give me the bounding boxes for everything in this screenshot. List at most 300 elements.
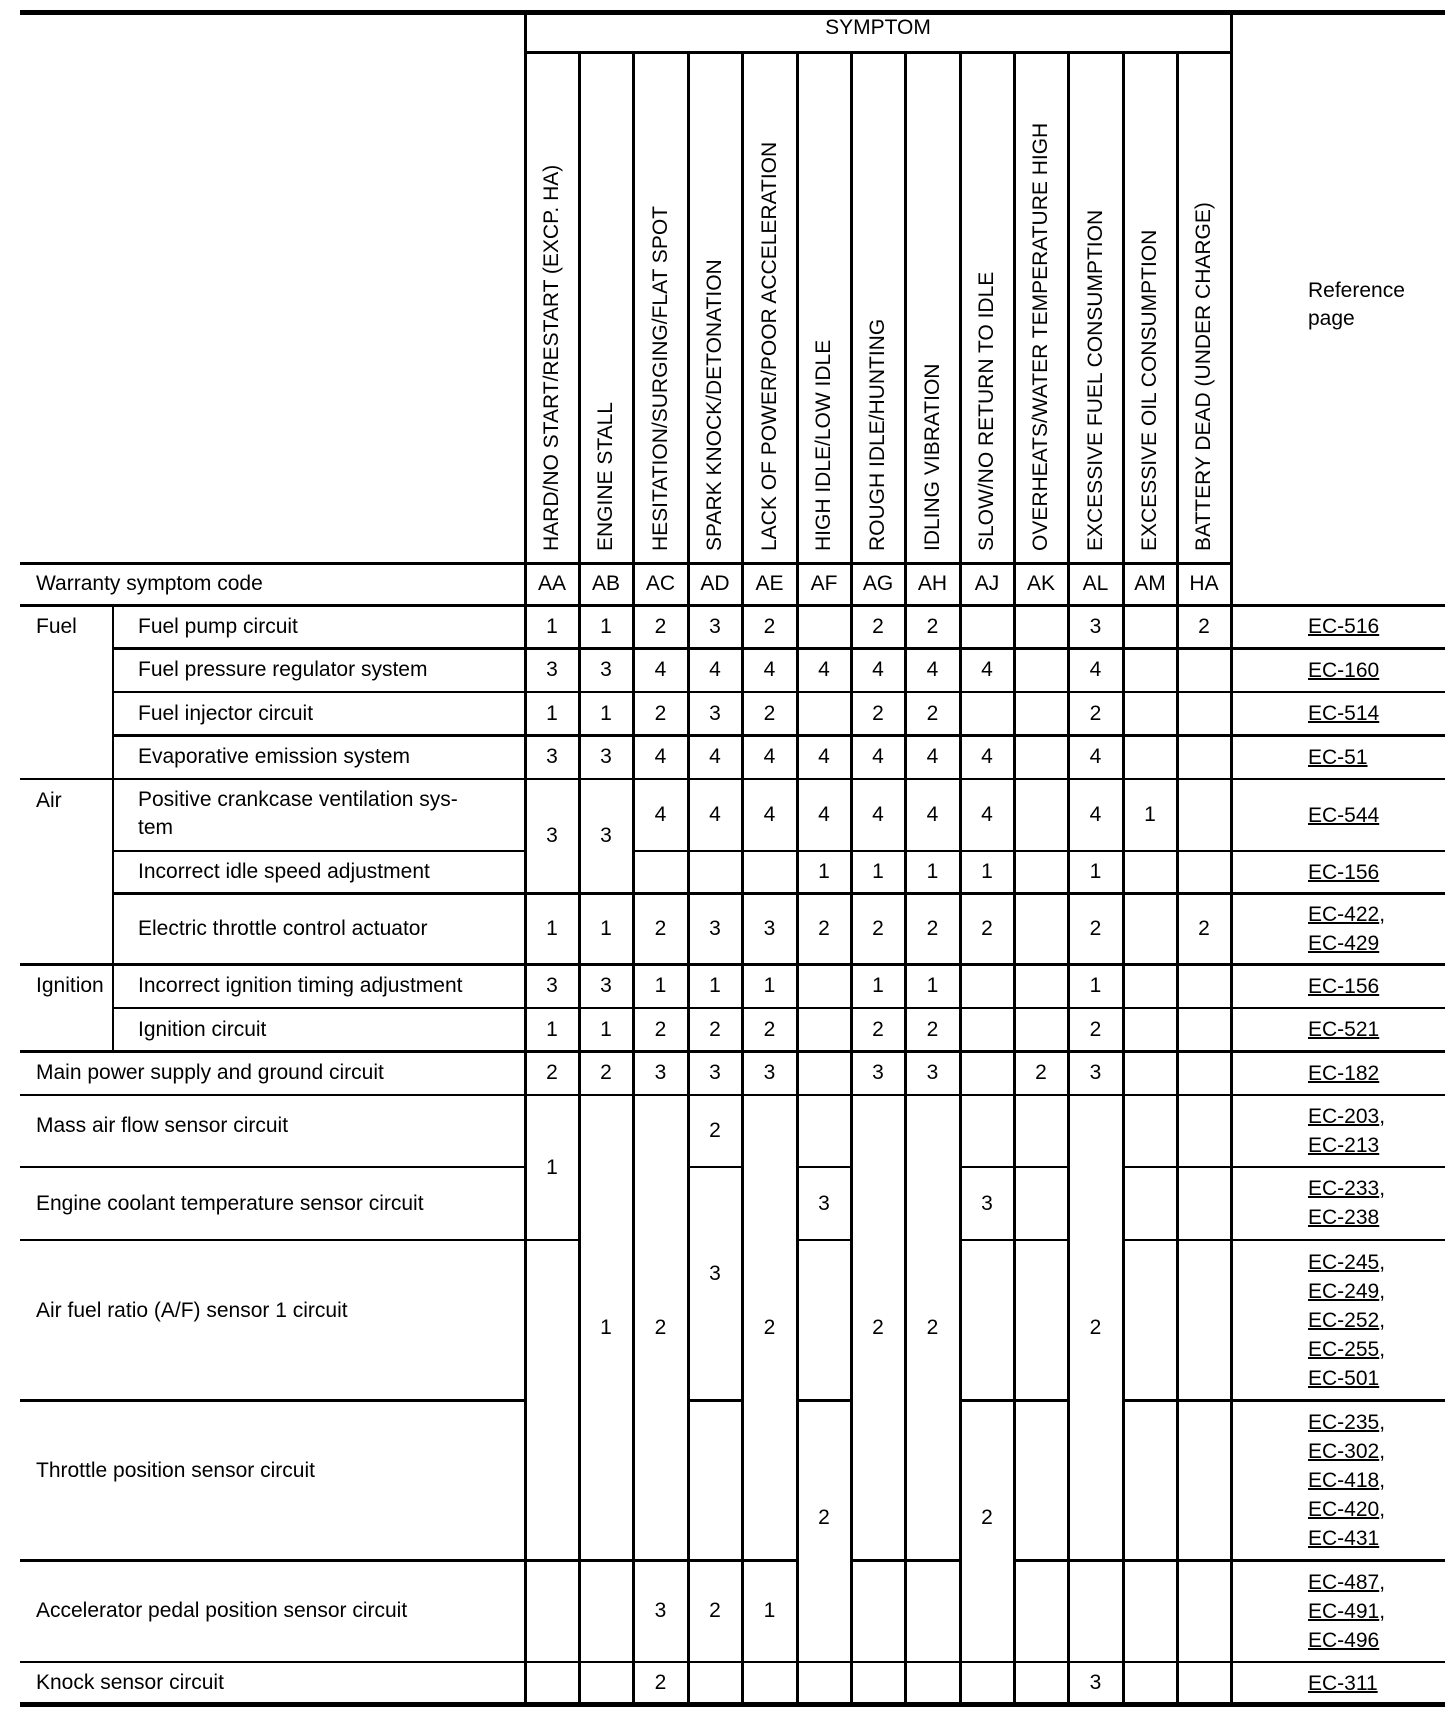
reference-link[interactable]: EC-514: [1308, 702, 1380, 725]
reference-link[interactable]: EC-252: [1308, 1308, 1380, 1332]
row-divider: [1123, 1661, 1177, 1663]
symptom-column-divider: [1067, 605, 1070, 1704]
row-label-1: Fuel pressure regulator system: [138, 658, 428, 681]
row-divider: [1014, 1166, 1068, 1168]
row-label-4-cont: tem: [138, 816, 174, 839]
symptom-header-ae: LACK OF POWER/POOR ACCELERATION: [757, 141, 781, 551]
symptom-group-header: SYMPTOM: [825, 16, 931, 39]
rank-value: 1: [600, 614, 612, 638]
rank-value: 3: [709, 1262, 721, 1285]
row-divider: [20, 778, 1445, 780]
rank-value: 1: [709, 974, 721, 997]
rank-value: 4: [981, 745, 993, 768]
symptom-column-divider: [741, 605, 744, 1704]
row-divider: [797, 1399, 851, 1402]
row-divider: [20, 1239, 525, 1241]
rank-value: 4: [981, 803, 993, 826]
row-divider: [851, 1559, 905, 1562]
reference-link[interactable]: EC-245: [1308, 1250, 1380, 1274]
rank-value: 3: [654, 1061, 667, 1084]
row-divider: [113, 647, 1445, 650]
symptom-column-divider: [578, 605, 581, 1704]
symptom-header-ah: IDLING VIBRATION: [920, 363, 944, 551]
rank-value: 2: [926, 1017, 939, 1041]
row-divider: [20, 1166, 525, 1168]
rank-value: 2: [709, 1119, 721, 1142]
row-divider: [1014, 1559, 1068, 1562]
rank-value: 4: [709, 745, 721, 768]
rank-value: 2: [654, 1017, 667, 1041]
row-divider: [1177, 1661, 1231, 1663]
row-label-0: Fuel pump circuit: [138, 614, 298, 638]
row-divider: [20, 1050, 1445, 1053]
rank-value: 3: [763, 1061, 776, 1084]
rank-value: 3: [709, 614, 721, 638]
row-divider: [905, 1661, 960, 1663]
reference-links: [1308, 699, 1379, 728]
rank-value: 1: [1144, 803, 1156, 826]
warranty-code-ak: AK: [1026, 572, 1056, 595]
rank-value: 3: [600, 824, 612, 847]
comma: ,: [1379, 1439, 1386, 1463]
rank-value: 2: [926, 614, 939, 638]
row-divider: [688, 1661, 742, 1663]
warranty-code-ad: AD: [700, 572, 730, 595]
reference-links: [1308, 900, 1385, 958]
rank-value: 2: [654, 1671, 667, 1694]
rank-value: 4: [926, 658, 939, 681]
row-divider: [633, 1559, 688, 1562]
warranty-code-af: AF: [810, 572, 838, 595]
rank-value: 4: [763, 803, 776, 826]
row-label-5: Incorrect idle speed adjustment: [138, 860, 430, 883]
comma: ,: [1379, 902, 1386, 926]
symptom-column-divider: [959, 605, 962, 1704]
rank-value: 1: [600, 701, 612, 725]
symptom-column-divider: [1122, 605, 1125, 1704]
row-label-11: Engine coolant temperature sensor circuit: [36, 1191, 424, 1215]
rank-value: 3: [763, 916, 776, 940]
reference-links: [1308, 1015, 1379, 1044]
symptom-column-divider: [796, 605, 799, 1704]
row-divider: [1177, 1399, 1231, 1402]
rank-value: 2: [709, 1599, 721, 1622]
reference-link[interactable]: EC-160: [1308, 658, 1380, 682]
rank-value: 2: [654, 614, 667, 638]
reference-link[interactable]: EC-418: [1308, 1468, 1380, 1492]
rank-value: 3: [709, 701, 721, 725]
rank-value: 3: [1089, 614, 1102, 638]
symptom-header-aj: SLOW/NO RETURN TO IDLE: [975, 271, 998, 551]
rank-value: 2: [981, 1506, 993, 1529]
symptom-column-divider: [632, 52, 635, 605]
reference-links: [1308, 1568, 1385, 1655]
row-divider: [1177, 1559, 1231, 1562]
row-divider: [20, 1094, 1445, 1096]
rank-value: 2: [981, 916, 993, 940]
rank-value: 4: [1089, 745, 1102, 768]
rank-value: 4: [818, 745, 830, 768]
rank-value: 4: [654, 658, 667, 681]
symptom-header-am: EXCESSIVE OIL CONSUMPTION: [1138, 229, 1161, 551]
reference-link[interactable]: EC-431: [1308, 1526, 1380, 1550]
rank-value: 4: [763, 658, 776, 681]
row-divider: [1177, 1239, 1231, 1241]
reference-link[interactable]: EC-182: [1308, 1061, 1380, 1085]
rank-value: 3: [1089, 1671, 1102, 1694]
rank-value: 4: [872, 803, 884, 826]
rank-value: 4: [926, 745, 939, 768]
reference-link[interactable]: EC-420: [1308, 1497, 1380, 1521]
row-divider: [1231, 1661, 1445, 1663]
comma: ,: [1379, 1410, 1386, 1434]
rank-value: 3: [546, 745, 558, 768]
rank-value: 1: [546, 916, 558, 940]
reference-links: [1308, 1174, 1385, 1232]
rank-value: 2: [926, 916, 939, 940]
row-divider: [797, 1239, 851, 1241]
reference-link[interactable]: EC-233: [1308, 1177, 1380, 1200]
comma: ,: [1379, 1308, 1386, 1332]
row-divider: [742, 1559, 797, 1562]
symptom-column-divider: [1176, 605, 1179, 1704]
rank-value: 1: [546, 614, 558, 638]
reference-link[interactable]: EC-487: [1308, 1570, 1380, 1594]
warranty-code-ha: HA: [1189, 572, 1219, 595]
rank-value: 4: [872, 658, 884, 681]
rank-value: 2: [1198, 614, 1210, 638]
symptom-header-al: EXCESSIVE FUEL CONSUMPTION: [1083, 209, 1107, 551]
rank-value: 2: [872, 1017, 884, 1041]
rank-value: 2: [763, 1315, 776, 1339]
rank-value: 2: [763, 614, 776, 638]
rank-value: 4: [818, 658, 830, 681]
symptom-column-divider: [687, 52, 690, 605]
rank-value: 3: [709, 916, 721, 940]
rank-value: 1: [546, 1155, 558, 1179]
row-divider: [633, 1661, 688, 1663]
reference-link[interactable]: EC-156: [1308, 860, 1380, 884]
rank-value: 3: [600, 974, 612, 997]
rank-value: 2: [763, 701, 776, 725]
rank-value: 1: [872, 860, 884, 883]
reference-link[interactable]: EC-429: [1308, 931, 1380, 955]
row-label-7: Incorrect ignition timing adjustment: [138, 974, 463, 997]
reference-page-header-line2: page: [1308, 307, 1355, 330]
category-air: Air: [36, 789, 62, 812]
reference-links: [1308, 656, 1379, 685]
row-divider: [1123, 1239, 1177, 1241]
comma: ,: [1379, 1279, 1386, 1303]
comma: ,: [1379, 1250, 1386, 1274]
rank-value: 3: [600, 658, 612, 681]
symptom-column-divider: [632, 605, 635, 1704]
row-divider: [1231, 1559, 1445, 1562]
category-fuel: Fuel: [36, 615, 77, 638]
row-label-14: Accelerator pedal position sensor circuit: [36, 1599, 408, 1622]
symptom-column-divider: [1176, 52, 1179, 605]
category-ignition: Ignition: [36, 974, 104, 997]
reference-link[interactable]: EC-496: [1308, 1628, 1380, 1652]
row-divider: [1231, 1166, 1445, 1168]
row-divider: [633, 850, 1445, 852]
rank-value: 4: [654, 745, 667, 768]
rank-value: 2: [654, 701, 667, 725]
row-divider: [1123, 1166, 1177, 1168]
reference-page-header: Reference: [1308, 279, 1405, 302]
reference-link[interactable]: EC-521: [1308, 1018, 1380, 1041]
rank-value: 3: [818, 1191, 830, 1215]
rank-value: 1: [763, 1599, 776, 1622]
rank-value: 2: [818, 1506, 830, 1529]
rank-value: 3: [546, 974, 558, 997]
row-divider: [1014, 1399, 1068, 1402]
rank-value: 2: [872, 1315, 884, 1339]
reference-link[interactable]: EC-203: [1308, 1105, 1380, 1128]
row-divider: [525, 1239, 579, 1241]
rank-value: 2: [1089, 1315, 1102, 1339]
reference-link[interactable]: EC-516: [1308, 615, 1380, 638]
symptom-header-ad: SPARK KNOCK/DETONATION: [703, 259, 726, 551]
warranty-code-al: AL: [1082, 572, 1109, 595]
reference-link[interactable]: EC-255: [1308, 1337, 1380, 1361]
row-divider: [113, 734, 1445, 737]
row-divider: [960, 1661, 1014, 1663]
rank-value: 2: [654, 916, 667, 940]
reference-links: [1308, 1248, 1385, 1393]
reference-links: [1308, 1102, 1385, 1160]
row-divider: [851, 1661, 905, 1663]
rank-value: 4: [654, 803, 667, 826]
reference-column-border: [1230, 12, 1233, 1704]
row-label-13: Throttle position sensor circuit: [36, 1459, 315, 1482]
reference-link[interactable]: EC-422: [1308, 902, 1380, 926]
warranty-code-am: AM: [1134, 572, 1166, 595]
reference-link[interactable]: EC-302: [1308, 1439, 1380, 1463]
reference-links: [1308, 1669, 1378, 1698]
symptom-column-divider: [904, 52, 907, 605]
warranty-code-aa: AA: [537, 572, 567, 595]
rank-value: 3: [546, 658, 558, 681]
rank-value: 4: [981, 658, 993, 681]
symptom-header-ha: BATTERY DEAD (UNDER CHARGE): [1192, 202, 1215, 551]
row-divider: [113, 691, 1445, 693]
row-label-15: Knock sensor circuit: [36, 1671, 224, 1694]
comma: ,: [1379, 1599, 1386, 1623]
warranty-code-ag: AG: [862, 572, 894, 595]
warranty-code-ab: AB: [591, 572, 621, 595]
symptom-column-divider: [578, 52, 581, 605]
row-label-3: Evaporative emission system: [138, 745, 410, 768]
table-bottom-border: [20, 1702, 1445, 1707]
rank-value: 2: [926, 1315, 939, 1339]
symptom-header-ag: ROUGH IDLE/HUNTING: [866, 318, 889, 551]
category-column-divider: [112, 605, 114, 1051]
reference-links: [1308, 1408, 1385, 1553]
reference-link[interactable]: EC-311: [1308, 1671, 1378, 1695]
rank-value: 3: [546, 824, 558, 847]
row-divider: [1231, 1239, 1445, 1241]
rank-value: 4: [1089, 803, 1102, 826]
reference-links: [1308, 1059, 1379, 1088]
rank-value: 2: [763, 1017, 776, 1041]
rank-value: 3: [1089, 1061, 1102, 1084]
rank-value: 3: [926, 1061, 939, 1084]
row-label-8: Ignition circuit: [138, 1017, 267, 1041]
rank-value: 2: [1089, 1017, 1102, 1041]
rank-value: 4: [1089, 658, 1102, 681]
rank-value: 2: [872, 701, 884, 725]
label-column-border: [524, 12, 527, 1704]
row-divider: [525, 1661, 579, 1663]
comma: ,: [1379, 1337, 1386, 1361]
warranty-code-ae: AE: [755, 572, 784, 595]
reference-link[interactable]: EC-51: [1308, 745, 1368, 769]
symptom-column-divider: [796, 52, 799, 605]
rank-value: 2: [546, 1061, 558, 1084]
rank-value: 2: [1035, 1061, 1047, 1084]
row-divider: [1177, 1166, 1231, 1168]
reference-links: [1308, 801, 1379, 830]
rank-value: 2: [654, 1315, 667, 1339]
rank-value: 1: [546, 1017, 558, 1041]
rank-value: 1: [546, 701, 558, 725]
rank-value: 1: [818, 860, 830, 883]
rank-value: 4: [763, 745, 776, 768]
symptom-header-aa: HARD/NO START/RESTART (EXCP. HA): [540, 164, 563, 551]
rank-value: 2: [926, 701, 939, 725]
warranty-code-label: Warranty symptom code: [36, 572, 263, 595]
symptom-column-divider: [959, 52, 962, 605]
rank-value: 4: [926, 803, 939, 826]
row-divider: [1123, 1559, 1177, 1562]
comma: ,: [1379, 1105, 1386, 1128]
rank-value: 4: [709, 658, 721, 681]
symptom-column-divider: [1013, 605, 1016, 1704]
rank-value: 3: [654, 1599, 667, 1622]
symptom-bar-divider: [525, 51, 1231, 54]
row-divider: [1068, 1559, 1123, 1562]
row-divider: [688, 1166, 742, 1168]
rank-value: 1: [926, 974, 939, 997]
reference-links: [1308, 972, 1379, 1001]
rank-value: 3: [600, 745, 612, 768]
reference-link[interactable]: EC-491: [1308, 1599, 1380, 1623]
symptom-header-ak: OVERHEATS/WATER TEMPERATURE HIGH: [1029, 122, 1052, 551]
row-divider: [113, 892, 1445, 895]
row-divider: [905, 1559, 960, 1562]
reference-links: [1308, 612, 1379, 641]
symptom-header-ab: ENGINE STALL: [594, 402, 617, 551]
rank-value: 2: [1089, 701, 1102, 725]
rank-value: 1: [600, 1315, 612, 1339]
rank-value: 2: [1089, 916, 1102, 940]
symptom-column-divider: [1122, 52, 1125, 605]
comma: ,: [1379, 1497, 1386, 1521]
reference-link[interactable]: EC-544: [1308, 803, 1380, 827]
rank-value: 4: [709, 803, 721, 826]
row-label-9: Main power supply and ground circuit: [36, 1061, 384, 1084]
row-label-10: Mass air flow sensor circuit: [36, 1114, 289, 1137]
reference-link[interactable]: EC-156: [1308, 974, 1380, 998]
row-divider: [20, 963, 1445, 966]
rank-value: 2: [872, 916, 884, 940]
rank-value: 1: [872, 974, 884, 997]
row-divider: [960, 1166, 1014, 1168]
symptom-column-divider: [1067, 52, 1070, 605]
rank-value: 1: [600, 1017, 612, 1041]
row-divider: [579, 1661, 633, 1663]
rank-value: 1: [1089, 974, 1102, 997]
comma: ,: [1379, 1177, 1386, 1200]
rank-value: 2: [872, 614, 884, 638]
row-divider: [1068, 1661, 1123, 1663]
rank-value: 2: [709, 1017, 721, 1041]
comma: ,: [1379, 1468, 1386, 1492]
symptom-header-af: HIGH IDLE/LOW IDLE: [812, 339, 835, 551]
reference-link[interactable]: EC-213: [1308, 1134, 1380, 1157]
row-divider: [742, 1661, 797, 1663]
row-divider: [1123, 1399, 1177, 1402]
code-row-top-rule: [20, 562, 1231, 565]
row-label-6: Electric throttle control actuator: [138, 916, 428, 940]
symptom-column-divider: [904, 605, 907, 1704]
reference-links: [1308, 858, 1379, 887]
row-divider: [113, 850, 525, 852]
rank-value: 1: [1089, 860, 1102, 883]
reference-link[interactable]: EC-249: [1308, 1279, 1380, 1303]
row-label-4: Positive crankcase ventilation sys-: [138, 788, 458, 811]
row-divider: [20, 1661, 525, 1663]
reference-link[interactable]: EC-501: [1308, 1366, 1380, 1390]
reference-link[interactable]: EC-238: [1308, 1206, 1380, 1229]
row-divider: [579, 1559, 633, 1562]
rank-value: 2: [818, 916, 830, 940]
symptom-column-divider: [850, 52, 853, 605]
rank-value: 1: [600, 916, 612, 940]
row-divider: [688, 1399, 742, 1402]
rank-value: 1: [654, 974, 667, 997]
rank-value: 1: [926, 860, 939, 883]
rank-value: 4: [818, 803, 830, 826]
symptom-column-divider: [850, 605, 853, 1704]
rank-value: 3: [981, 1191, 993, 1215]
row-divider: [1014, 1239, 1068, 1241]
warranty-code-ah: AH: [917, 572, 948, 595]
symptom-column-divider: [1013, 52, 1016, 605]
rank-value: 2: [600, 1061, 612, 1084]
rank-value: 1: [981, 860, 993, 883]
rank-value: 3: [709, 1061, 721, 1084]
rank-value: 2: [1198, 916, 1210, 940]
row-label-2: Fuel injector circuit: [138, 701, 314, 725]
rank-value: 4: [872, 745, 884, 768]
rank-value: 3: [872, 1061, 884, 1084]
rank-value: 1: [763, 974, 776, 997]
row-divider: [1014, 1661, 1068, 1663]
symptom-column-divider: [687, 605, 690, 1704]
row-divider: [525, 1559, 579, 1562]
row-divider: [797, 1166, 851, 1168]
symptom-column-divider: [741, 52, 744, 605]
comma: ,: [1379, 1570, 1386, 1594]
row-divider: [20, 1399, 525, 1402]
reference-link[interactable]: EC-235: [1308, 1410, 1380, 1434]
row-divider: [688, 1559, 742, 1562]
row-divider: [113, 1007, 1445, 1009]
row-divider: [960, 1399, 1014, 1402]
row-divider: [1231, 1399, 1445, 1402]
